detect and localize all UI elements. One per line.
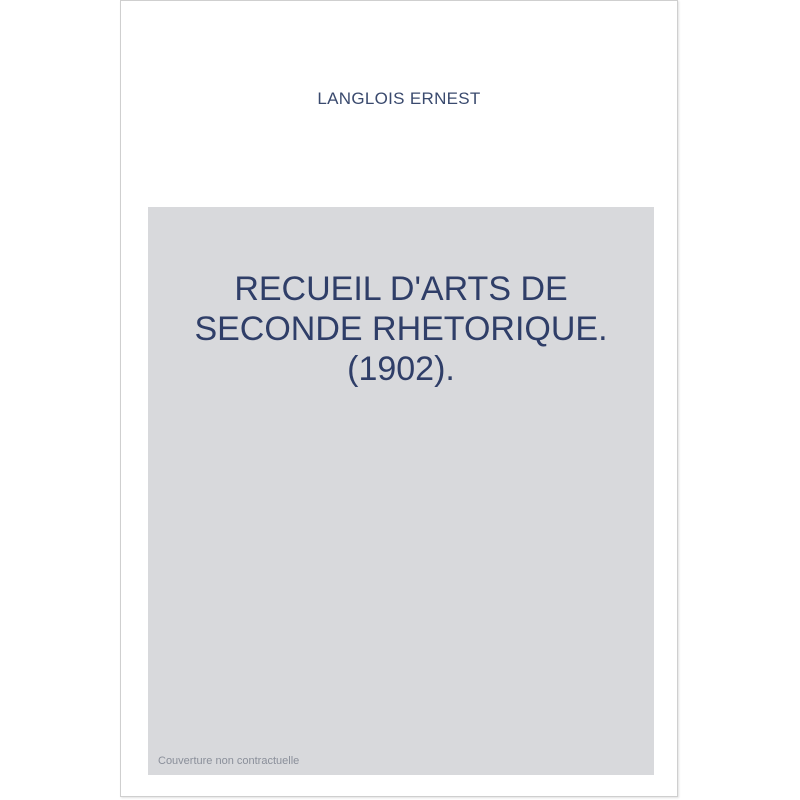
cover-title-panel xyxy=(148,207,654,775)
title-line-3: (1902). xyxy=(347,350,455,388)
book-title xyxy=(148,269,654,389)
cover-disclaimer: Couverture non contractuelle xyxy=(158,755,300,767)
title-line-1: RECUEIL D'ARTS DE xyxy=(234,270,568,308)
title-line-2: SECONDE RHETORIQUE. xyxy=(194,310,608,348)
book-cover xyxy=(120,0,678,797)
author-name: LANGLOIS ERNEST xyxy=(317,89,481,108)
